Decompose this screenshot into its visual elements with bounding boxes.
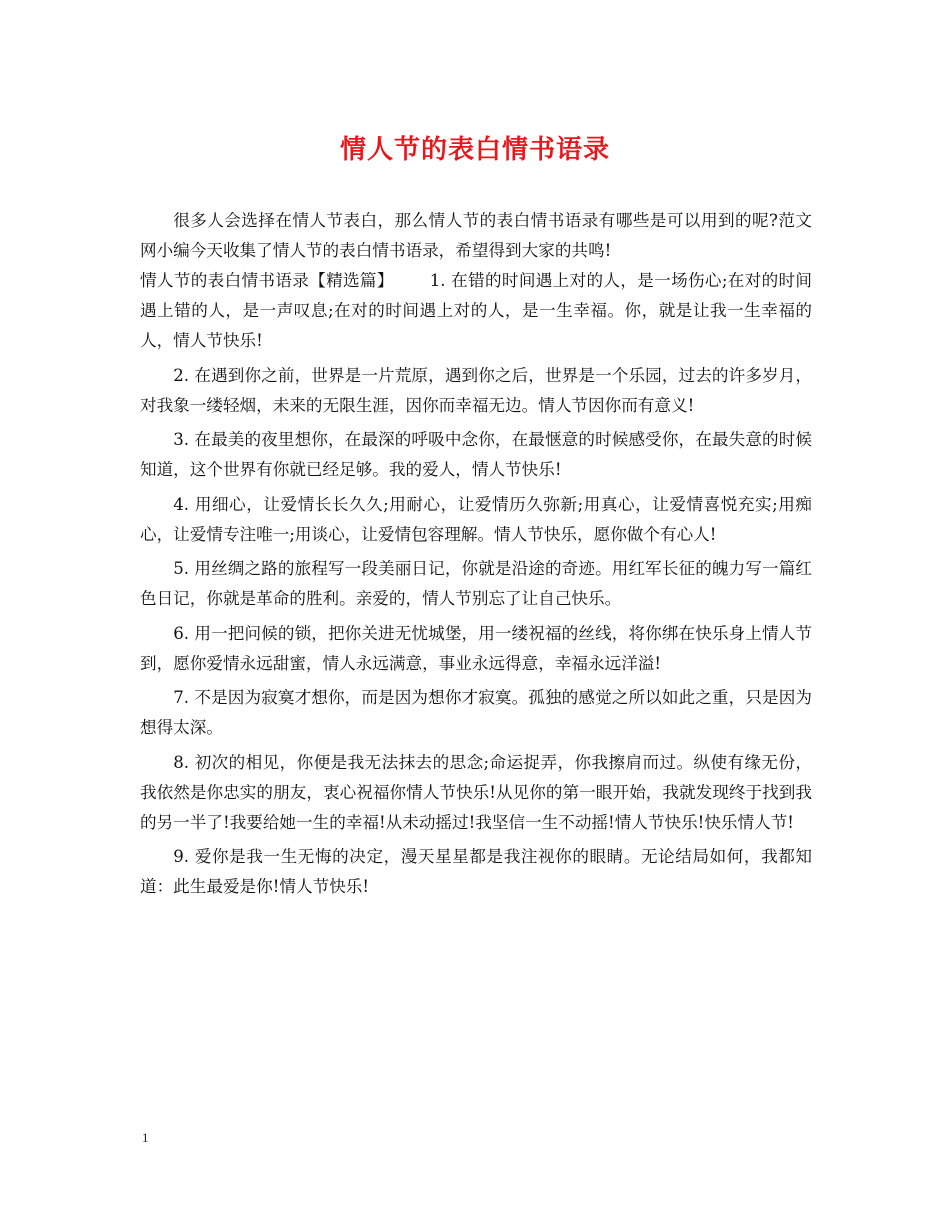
list-item-7: 7. 不是因为寂寞才想你，而是因为想你才寂寞。孤独的感觉之所以如此之重，只是因为想得太深。 [140,688,812,737]
document-title: 情人节的表白情书语录 [339,135,610,165]
section-paragraph [140,266,812,356]
list-item-4: 4. 用细心，让爱情长长久久;用耐心，让爱情历久弥新;用真心，让爱情喜悦充实;用痴心，让爱情专注唯一;用谈心，让爱情包容理解。情人节快乐，愿你做个有心人! [140,494,812,544]
list-item-1: 1. 在错的时间遇上对的人，是一场伤心;在对的时间遇上错的人，是一声叹息;在对的时间遇上对的人，是一生幸福。你，就是让我一生幸福的人，情人节快乐! [140,271,813,350]
list-item-9: 9. 爱你是我一生无悔的决定，漫天星星都是我注视你的眼睛。无论结局如何，我都知道：此生最爱是你!情人节快乐! [140,847,812,896]
list-item-3: 3. 在最美的夜里想你，在最深的呼吸中念你，在最惬意的时候感受你，在最失意的时候知道，这个世界有你就已经足够。我的爱人，情人节快乐! [140,430,812,479]
list-item-8: 8. 初次的相见，你便是我无法抹去的思念;命运捉弄，你我擦肩而过。纵使有缘无份，我依然是你忠实的朋友，衷心祝福你情人节快乐!从见你的第一眼开始，我就发现终于找到我的另一半了!我要给她一生的幸福!从未动摇过!我坚信一生不动摇!情人节快乐!快乐情人节! [140,752,812,832]
page-number: 1 [142,1130,149,1145]
section-heading: 情人节的表白情书语录【精选篇】 [140,271,394,290]
list-item-2: 2. 在遇到你之前，世界是一片荒原，遇到你之后，世界是一个乐园，过去的许多岁月，对我象一缕轻烟，未来的无限生涯，因你而幸福无边。情人节因你而有意义! [140,365,812,415]
intro-paragraph: 很多人会选择在情人节表白，那么情人节的表白情书语录有哪些是可以用到的呢?范文网小编今天收集了情人节的表白情书语录，希望得到大家的共鸣! [140,211,812,260]
list-item-5: 5. 用丝绸之路的旅程写一段美丽日记，你就是沿途的奇迹。用红军长征的魄力写一篇红色日记，你就是革命的胜利。亲爱的，情人节别忘了让自己快乐。 [140,559,812,608]
document-body [140,206,812,907]
list-item-6: 6. 用一把问候的锁，把你关进无忧城堡，用一缕祝福的丝线，将你绑在快乐身上情人节到，愿你爱情永远甜蜜，情人永远满意，事业永远得意，幸福永远洋溢! [140,623,812,673]
